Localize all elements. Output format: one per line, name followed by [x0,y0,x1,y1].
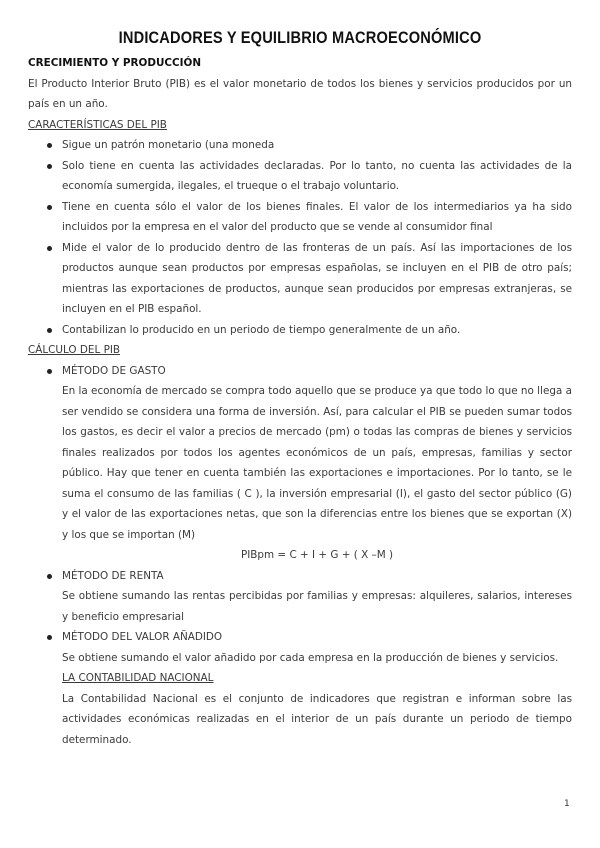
document-body [28,53,572,750]
pib-formula: PIBpm = C + I + G + ( X –M ) [240,549,394,561]
contabilidad-nacional-heading: LA CONTABILIDAD NACIONAL [62,672,214,684]
caracteristicas-list [28,135,572,340]
page-number: 1 [564,799,570,809]
list-item: Solo tiene en cuenta las actividades declaradas. Por lo tanto, no cuenta las actividades de la economía sumergida, ilegales, el trueque o el trabajo voluntario. [62,156,572,197]
metodo-renta-label: MÉTODO DE RENTA [62,569,164,582]
metodo-gasto-item [62,361,572,566]
metodo-valor-text: Se obtiene sumando el valor añadido por cada empresa en la producción de bienes y servicios. [62,651,559,664]
list-item: Sigue un patrón monetario (una moneda [62,135,572,156]
metodo-gasto-text: En la economía de mercado se compra todo aquello que se produce ya que todo lo que no llega a ser vendido se considera una forma de inversión. Así, para calcular el PIB se pueden sumar todos los gastos, es decir el valor a precios de mercado (pm) o todas las compras de bienes y servicios finales realizados por todos los agentes económicos de un país, empresas, familias y sector público. Hay que tener en cuenta también las exportaciones e importaciones. Por lo tanto, se le suma el consumo de las familias ( C ), la inversión empresarial (I), el gasto del sector público (G) y el valor de las exportaciones netas, que son la diferencias entre los bienes que se exportan (X) y los que se importan (M) [62,385,572,541]
list-item: Tiene en cuenta sólo el valor de los bienes finales. El valor de los intermediarios ya ha sido incluidos por la empresa en el valor del producto que se vende al consumidor final [62,197,572,238]
metodo-valor-item [62,627,572,750]
section-heading-crecimiento: CRECIMIENTO Y PRODUCCIÓN [28,57,202,69]
section-heading-calculo: CÁLCULO DEL PIB [28,344,121,356]
calculo-list [28,361,572,751]
contabilidad-nacional-text: La Contabilidad Nacional es el conjunto de indicadores que registran e informan sobre las actividades económicas realizadas en el interior de un país durante un periodo de tiempo determinado. [62,692,572,746]
list-item: Contabilizan lo producido en un periodo de tiempo generalmente de un año. [62,320,572,341]
intro-paragraph: El Producto Interior Bruto (PIB) es el valor monetario de todos los bienes y servicios producidos por un país en un año. [28,77,572,110]
metodo-valor-label: MÉTODO DEL VALOR AÑADIDO [62,631,223,643]
section-heading-caracteristicas: CARACTERÍSTICAS DEL PIB [28,118,167,131]
page-title: INDICADORES Y EQUILIBRIO MACROECONÓMICO [118,28,482,47]
list-item: Mide el valor de lo producido dentro de las fronteras de un país. Así las importaciones de los productos aunque sean productos por empresas españolas, se incluyen en el PIB de otro país; mientras las exportaciones de productos, aunque sean producidos por empresas extranjeras, se incluyen en el PIB español. [62,238,572,320]
metodo-renta-text: Se obtiene sumando las rentas percibidas por familias y empresas: alquileres, salarios, intereses y beneficio empresarial [62,590,572,623]
metodo-gasto-label: MÉTODO DE GASTO [62,364,166,377]
metodo-renta-item [62,566,572,628]
